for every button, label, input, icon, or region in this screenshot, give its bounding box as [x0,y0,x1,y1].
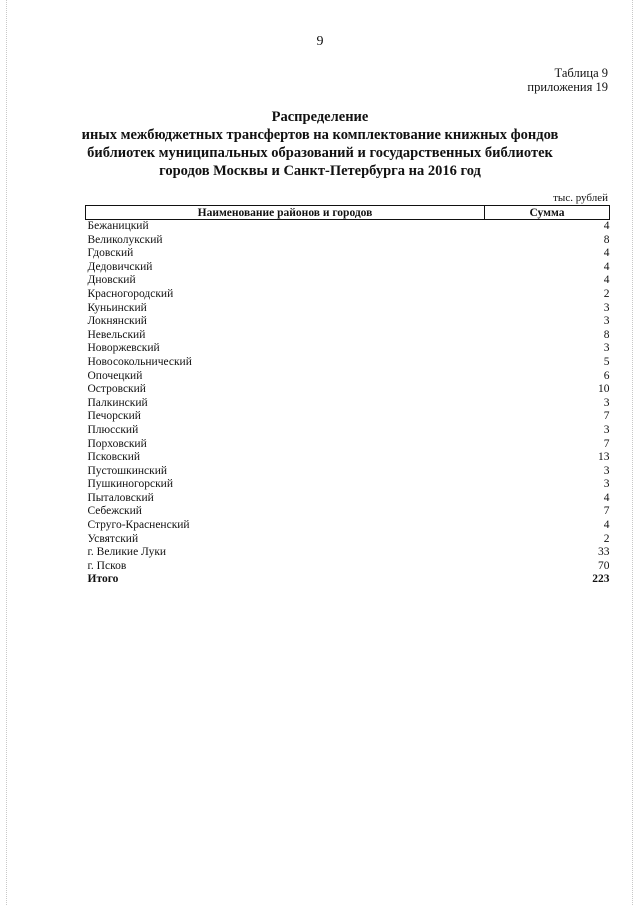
table-row [86,261,610,275]
row-sum: 3 [603,315,610,328]
row-sum: 4 [603,519,610,532]
table-row [86,424,610,438]
row-name: Печорский [87,410,141,423]
row-sum: 3 [603,478,610,491]
row-name: г. Псков [87,559,127,572]
table-ref-line2: приложения 19 [527,80,608,94]
total-row [86,573,610,587]
table-row [86,329,610,343]
row-sum: 8 [603,233,610,246]
row-sum: 2 [603,532,610,545]
table-row [86,533,610,547]
row-name: Порховский [87,437,147,450]
total-sum: 223 [592,573,610,586]
page-number: 9 [316,34,324,49]
row-sum: 2 [603,287,610,300]
table-row [86,302,610,316]
table-row [86,546,610,560]
row-name: Пушкиногорский [87,478,173,491]
row-name: Себежский [87,505,142,518]
row-name: Красногородский [87,287,174,300]
table-row [86,478,610,492]
row-sum: 4 [603,247,610,260]
row-sum: 8 [603,328,610,341]
title-line-4: городов Москвы и Санкт-Петербурга на 2016 год [159,163,481,179]
row-sum: 3 [603,464,610,477]
table-row [86,274,610,288]
row-name: Псковский [87,451,141,464]
document-title [40,108,600,180]
table-row [86,505,610,519]
table-row [86,492,610,506]
row-sum: 3 [603,396,610,409]
table-row [86,410,610,424]
row-sum: 10 [598,383,610,396]
row-name: Новоржевский [87,342,160,355]
row-name: Опочецкий [87,369,143,382]
units-label: тыс. рублей [553,192,608,204]
row-sum: 3 [603,342,610,355]
row-name: Пыталовский [87,491,154,504]
row-name: Локнянский [87,315,147,328]
row-name: Великолукский [87,233,163,246]
table-row [86,247,610,261]
row-sum: 3 [603,301,610,314]
row-sum: 33 [598,546,610,559]
row-name: Плюсский [87,423,139,436]
table-row [86,438,610,452]
row-name: Невельский [87,328,146,341]
row-name: г. Великие Луки [87,546,167,559]
row-sum: 4 [603,491,610,504]
row-sum: 3 [603,423,610,436]
header-name: Наименование районов и городов [86,206,485,220]
row-sum: 13 [598,451,610,464]
row-name: Усвятский [87,532,139,545]
row-sum: 4 [603,260,610,273]
table-row [86,288,610,302]
row-sum: 7 [603,437,610,450]
row-name: Дновский [87,274,136,287]
row-sum: 4 [603,274,610,287]
table-row [86,342,610,356]
row-sum: 7 [603,410,610,423]
table-row [86,370,610,384]
title-line-3: библиотек муниципальных образований и государственных библиотек [87,145,553,161]
table-reference [527,66,608,94]
table-row [86,519,610,533]
row-name: Островский [87,383,146,396]
table-header-row [86,206,610,220]
table-row [86,451,610,465]
row-sum: 5 [603,355,610,368]
right-margin-line [632,0,633,905]
header-sum: Сумма [485,206,610,220]
left-margin-line [6,0,7,905]
row-name: Новосокольнический [87,355,192,368]
table-row [86,560,610,574]
row-name: Куньинский [87,301,147,314]
table-row [86,220,610,234]
table-row [86,465,610,479]
total-label: Итого [87,573,119,586]
row-name: Бежаницкий [87,220,149,232]
table-row [86,234,610,248]
row-name: Гдовский [87,247,134,260]
title-line-2: иных межбюджетных трансфертов на комплектование книжных фондов [81,127,559,143]
table-row [86,383,610,397]
row-sum: 7 [603,505,610,518]
row-name: Пустошкинский [87,464,168,477]
row-sum: 4 [603,220,610,232]
table-row [86,315,610,329]
table-body [86,220,610,588]
row-name: Струго-Красненский [87,519,190,532]
distribution-table [85,205,610,587]
title-line-1: Распределение [271,109,369,125]
row-sum: 6 [603,369,610,382]
table-ref-line1: Таблица 9 [554,66,608,80]
row-name: Палкинский [87,396,148,409]
table-row [86,356,610,370]
table-row [86,397,610,411]
row-name: Дедовичский [87,260,153,273]
row-sum: 70 [598,559,610,572]
